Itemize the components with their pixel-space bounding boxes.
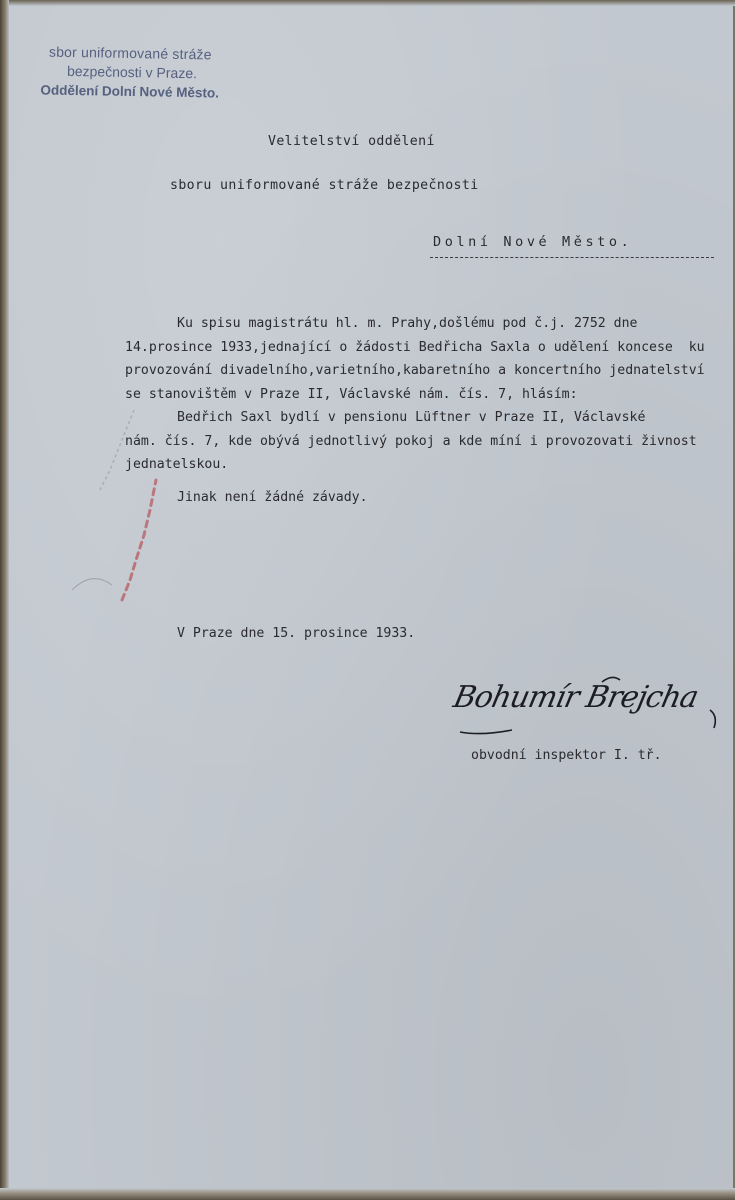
body-line: provozování divadelního,varietního,kabaretního a koncertního jednatelství [125, 363, 705, 378]
report-body [125, 312, 725, 509]
closing-line: Jinak není žádné závady. [177, 489, 368, 505]
header-line-1: Velitelství oddělení [268, 134, 435, 149]
body-line: nám. čís. 7, kde obývá jednotlivý pokoj a kde míní i provozovati živnost [125, 433, 697, 449]
stamp-line-3: Oddělení Dolní Nové Město. [40, 82, 220, 101]
signatory-title: obvodní inspektor I. tř. [471, 748, 662, 763]
body-line: se stanovištěm v Praze II, Václavské nám. čís. 7, hlásím: [125, 386, 578, 402]
stamp-line-2: bezpečnosti v Praze. [66, 62, 198, 82]
body-line: jednatelskou. [125, 457, 229, 472]
header-underline [430, 257, 714, 258]
body-line: 14.prosince 1933,jednající o žádosti Bedřicha Saxla o udělení koncese ku [125, 339, 705, 355]
paper-edge-top [0, 0, 735, 6]
paper-edge-bottom [0, 1188, 735, 1200]
handwritten-signature: Bohumír Brejcha [450, 680, 701, 715]
body-line: Ku spisu magistrátu hl. m. Prahy,došlému pod č.j. 2752 dne [177, 316, 638, 331]
office-stamp [20, 42, 241, 103]
date-line: V Praze dne 15. prosince 1933. [177, 626, 416, 641]
header-line-2: sboru uniformované stráže bezpečnosti [170, 178, 479, 193]
signature-flourish [452, 670, 722, 740]
paper-edge-left [0, 0, 9, 1200]
stamp-line-1: sbor uniformované stráže [48, 43, 212, 63]
body-line: Bedřich Saxl bydlí v pensionu Lüftner v Praze II, Václavské [177, 410, 646, 425]
header-line-3: Dolní Nové Město. [433, 234, 633, 250]
